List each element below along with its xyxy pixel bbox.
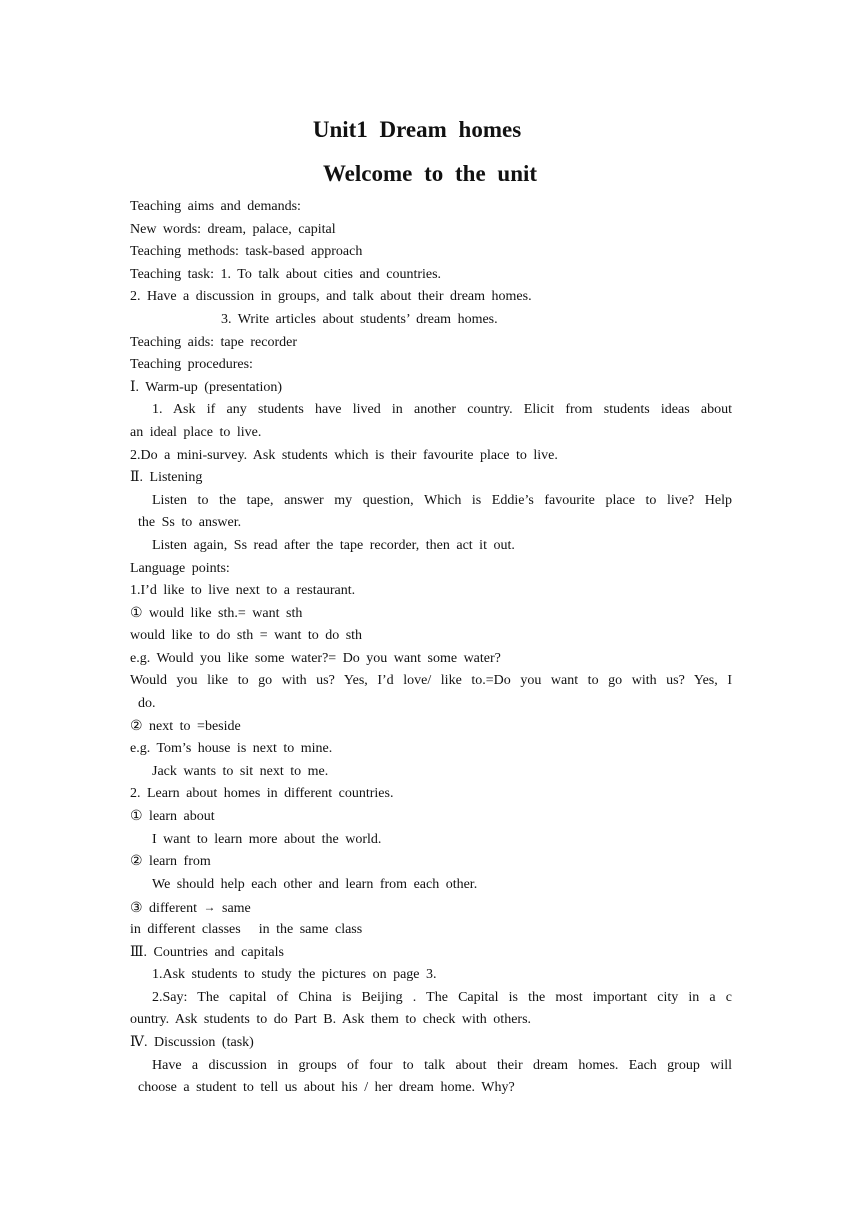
text-line: the Ss to answer. (138, 515, 242, 531)
text-line: e.g. Would you like some water?= Do you want some water? (130, 650, 501, 666)
document-body (130, 196, 732, 1100)
text-line: 1.I’d like to live next to a restaurant. (130, 583, 356, 599)
text-line: would like to do sth = want to do sth (130, 628, 363, 644)
text-line: ② learn from (130, 854, 211, 870)
text-line: I want to learn more about the world. (152, 831, 382, 847)
section-heading: Ⅰ. Warm-up (presentation) (130, 379, 283, 395)
text-line: Listen to the tape, answer my question, Which is Eddie’s favourite place to live? Help (152, 492, 732, 508)
text-line: do. (138, 696, 156, 712)
text-line: Language points: (130, 560, 230, 576)
text-line: 1. Ask if any students have lived in another country. Elicit from students ideas about (152, 402, 732, 418)
text-line: ① learn about (130, 809, 215, 825)
text-line: Listen again, Ss read after the tape recorder, then act it out. (152, 537, 515, 553)
text-line: 3. Write articles about students’ dream homes. (221, 311, 498, 327)
text-line: an ideal place to live. (130, 424, 262, 440)
text-line: ② next to =beside (130, 718, 241, 734)
section-heading: Ⅱ. Listening (130, 470, 203, 486)
text-segment: in the same class (258, 922, 363, 937)
text-line: Would you like to go with us? Yes, I’d love/ like to.=Do you want to go with us? Yes, I (130, 673, 732, 689)
section-heading: Ⅳ. Discussion (task) (130, 1034, 254, 1050)
text-line: Have a discussion in groups of four to talk about their dream homes. Each group will (152, 1057, 732, 1073)
text-line: 2. Learn about homes in different countries. (130, 786, 394, 802)
text-line: 2.Say: The capital of China is Beijing . The Capital is the most important city in a c (152, 989, 732, 1005)
text-segment: ③ different (130, 901, 197, 917)
text-line: Teaching procedures: (130, 357, 253, 373)
text-line: 2. Have a discussion in groups, and talk about their dream homes. (130, 289, 532, 305)
text-line: 1.Ask students to study the pictures on page 3. (152, 967, 437, 983)
text-line: Teaching methods: task-based approach (130, 244, 363, 260)
arrow-right-icon: → (203, 900, 216, 915)
text-line: choose a student to tell us about his / her dream home. Why? (138, 1080, 515, 1096)
text-line: We should help each other and learn from each other. (152, 876, 478, 892)
text-line: Jack wants to sit next to me. (152, 763, 329, 779)
text-line: ① would like sth.= want sth (130, 605, 303, 621)
text-line (130, 896, 732, 919)
text-line: e.g. Tom’s house is next to mine. (130, 741, 333, 757)
document-title: Unit1 Dream homes (312, 117, 522, 142)
text-line (130, 919, 732, 942)
text-line: Teaching aids: tape recorder (130, 334, 297, 350)
text-line: 2.Do a mini-survey. Ask students which is their favourite place to live. (130, 447, 558, 463)
text-line: Teaching task: 1. To talk about cities and countries. (130, 266, 442, 282)
document-subtitle: Welcome to the unit (322, 161, 538, 186)
text-line: Teaching aims and demands: (130, 199, 301, 214)
section-heading: Ⅲ. Countries and capitals (130, 944, 284, 960)
text-line: New words: dream, palace, capital (130, 221, 336, 237)
text-segment: same (222, 901, 251, 917)
text-segment: in different classes (130, 922, 241, 937)
text-line: ountry. Ask students to do Part B. Ask them to check with others. (130, 1012, 532, 1028)
